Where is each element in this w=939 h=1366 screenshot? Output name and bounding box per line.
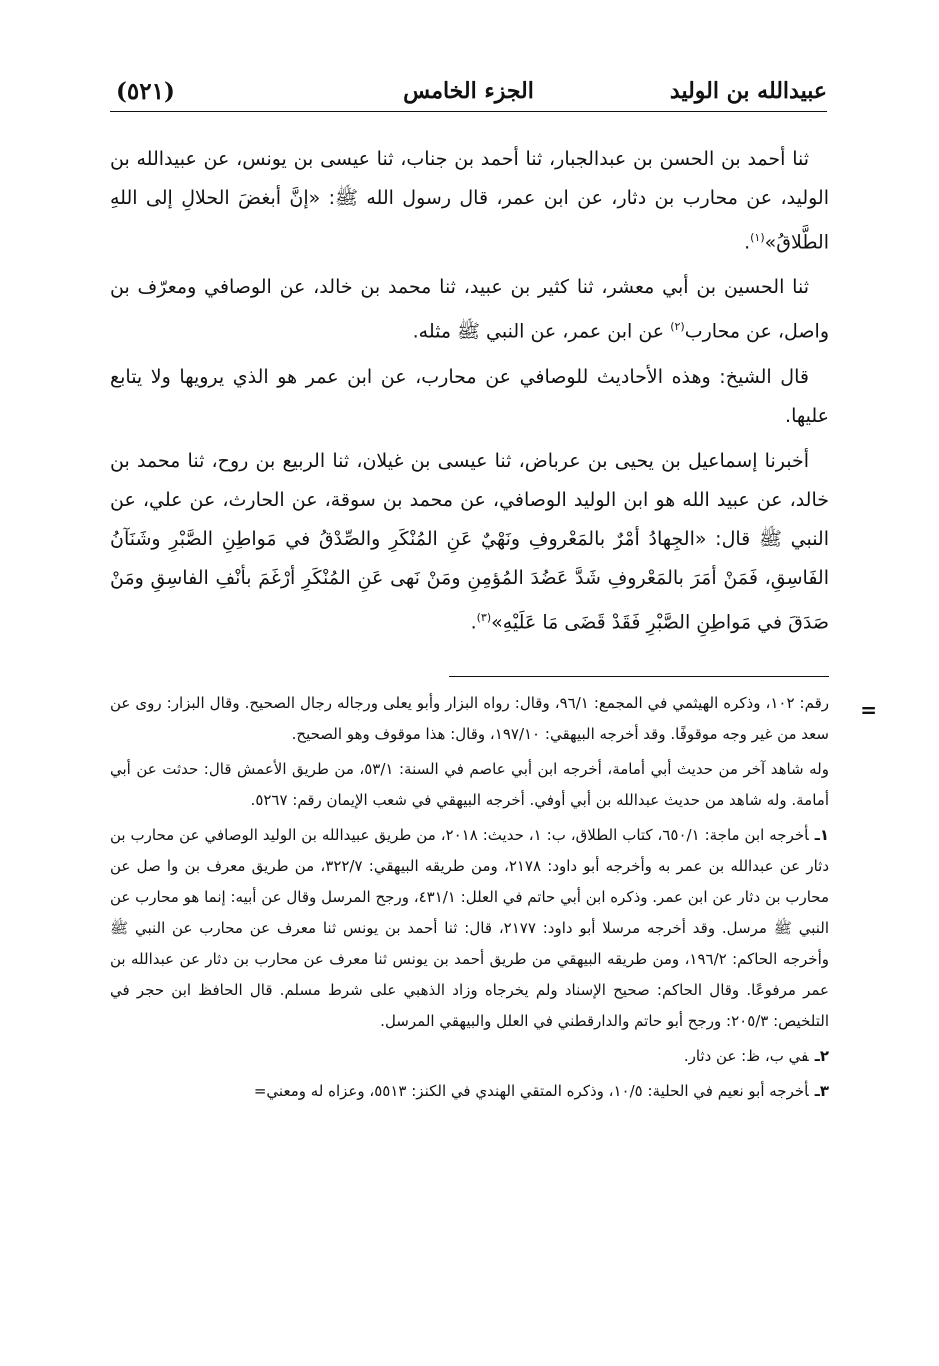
footnote-number: ١ـ <box>814 826 829 844</box>
page-number: (٥٢١) <box>116 78 175 105</box>
hadith-paragraph-3: أخبرنا إسماعيل بن يحيى بن عرباض، ثنا عيسى بن غيلان، ثنا الربيع بن روح، ثنا محمد بن خالد، عن عبيد الله هو ابن الوليد الوصافي، عن محمد بن سوقة، عن الحارث، عن علي، عن النبي ﷺ قال: «الجِهادُ أمْرٌ بالمَعْروفِ ونَهْيٌ عَنِ المُنْكَرِ والصِّدْقُ في مَواطِنِ الصَّبْرِ وشَنَآنُ الفَاسِقِ، فَمَنْ أمَرَ بالمَعْروفِ شَدَّ عَضُدَ المُؤمِنِ ومَنْ نَهى عَنِ المُنْكَرِ أرْغَمَ بأنْفِ الفاسِقِ ومَنْ صَدَقَ في مَواطِنِ الصَّبْرِ فَقَدْ قَضَى مَا عَلَيْهِ»$^{(٣)}$. <box>110 449 829 633</box>
footnote-ref-1: (١) <box>750 231 765 244</box>
footnote-2: ٢ـفي ب، ظ: عن دثار. <box>683 1047 829 1065</box>
header-divider <box>110 111 827 112</box>
footnote-continuation-1: رقم: ١٠٢، وذكره الهيثمي في المجمع: ٩٦/١، وقال: رواه البزار وأبو يعلى ورجاله رجال الصحيح. وقال البزار: روى عن سعد من غير وجه موقوفًا. وقد أخرجه البيهقي: ١٩٧/١٠، وقال: هذا موقوف وهو الصحيح. <box>110 694 830 743</box>
sheikh-comment: قال الشيخ: وهذه الأحاديث للوصافي عن محارب، عن ابن عمر هو الذي يرويها ولا يتابع عليها. <box>110 365 829 427</box>
footnote-divider <box>449 676 829 677</box>
footnote-continuation-2: وله شاهد آخر من حديث أبي أمامة، أخرجه ابن أبي عاصم في السنة: ٥٣/١، من طريق الأعمش قال: حدثت عن أبي أمامة. وله شاهد من حديث عبدالله بن أبي أوفي. أخرجه البيهقي في شعب الإيمان رقم: ٥٢٦٧. <box>110 760 829 809</box>
footnote-3: ٣ـأخرجه أبو نعيم في الحلية: ١٠/٥، وذكره المتقي الهندي في الكنز: ٥٥١٣، وعزاه له ومعني= <box>253 1082 829 1100</box>
footnote-ref-3: (٣) <box>476 610 492 624</box>
continuation-mark: = <box>860 698 877 722</box>
running-header <box>110 72 827 112</box>
header-volume-title: الجزء الخامس <box>403 78 534 104</box>
footnote-number: ٣ـ <box>814 1082 829 1100</box>
header-chapter-title: عبيدالله بن الوليد <box>669 78 827 104</box>
hadith-paragraph-1: ثنا أحمد بن الحسن بن عبدالجبار، ثنا أحمد بن جناب، ثنا عيسى بن يونس، عن عبيدالله بن الوليد، عن محارب بن دثار، عن ابن عمر، قال رسول الله ﷺ: «إنَّ أبغضَ الحلالِ إلى اللهِ الطَّلاقُ»$^{(١)}$. <box>110 148 829 254</box>
footnote-ref-2: (٢) <box>670 320 685 334</box>
footnote-1: ١ـأخرجه ابن ماجة: ٦٥٠/١، كتاب الطلاق، ب: ١، حديث: ٢٠١٨، من طريق عبيدالله بن الوليد الوصافي عن محارب بن دثار عن عبدالله بن عمر به وأخرجه أبو داود: ٢١٧٨، ومن طريقه البيهقي: ٣٢٢/٧، من طريق معرف بن وا صل عن محارب بن دثار عن ابن عمر. وذكره ابن أبي حاتم في العلل: ٤٣١/١، ورجح المرسل وقال عن أبيه: إنما هو محارب عن النبي ﷺ مرسل. وقد أخرجه مرسلا أبو داود: ٢١٧٧، قال: ثنا أحمد بن يونس ثنا معرف عن محارب عن النبي ﷺ وأخرجه الحاكم: ١٩٦/٢، ومن طريقه البيهقي من طريق أحمد بن يونس ثنا معرف عن محارب بن دثار عن عبدالله بن عمر مرفوعًا. وقال الحاكم: صحيح الإسناد ولم يخرجاه وزاد الذهبي على شرط مسلم. قال الحافظ ابن حجر في التلخيص: ٢٠٥/٣: ورجح أبو حاتم والدارقطني في العلل والبيهقي المرسل. <box>110 826 829 1030</box>
main-text <box>110 140 829 648</box>
footnotes <box>110 688 829 1111</box>
footnote-number: ٢ـ <box>814 1047 829 1065</box>
hadith-paragraph-2: ثنا الحسين بن أبي معشر، ثنا كثير بن عبيد، ثنا محمد بن خالد، عن الوصافي ومعرّف بن واصل، عن محارب$^{(٢)}$ عن ابن عمر، عن النبي ﷺ مثله. <box>110 276 829 343</box>
